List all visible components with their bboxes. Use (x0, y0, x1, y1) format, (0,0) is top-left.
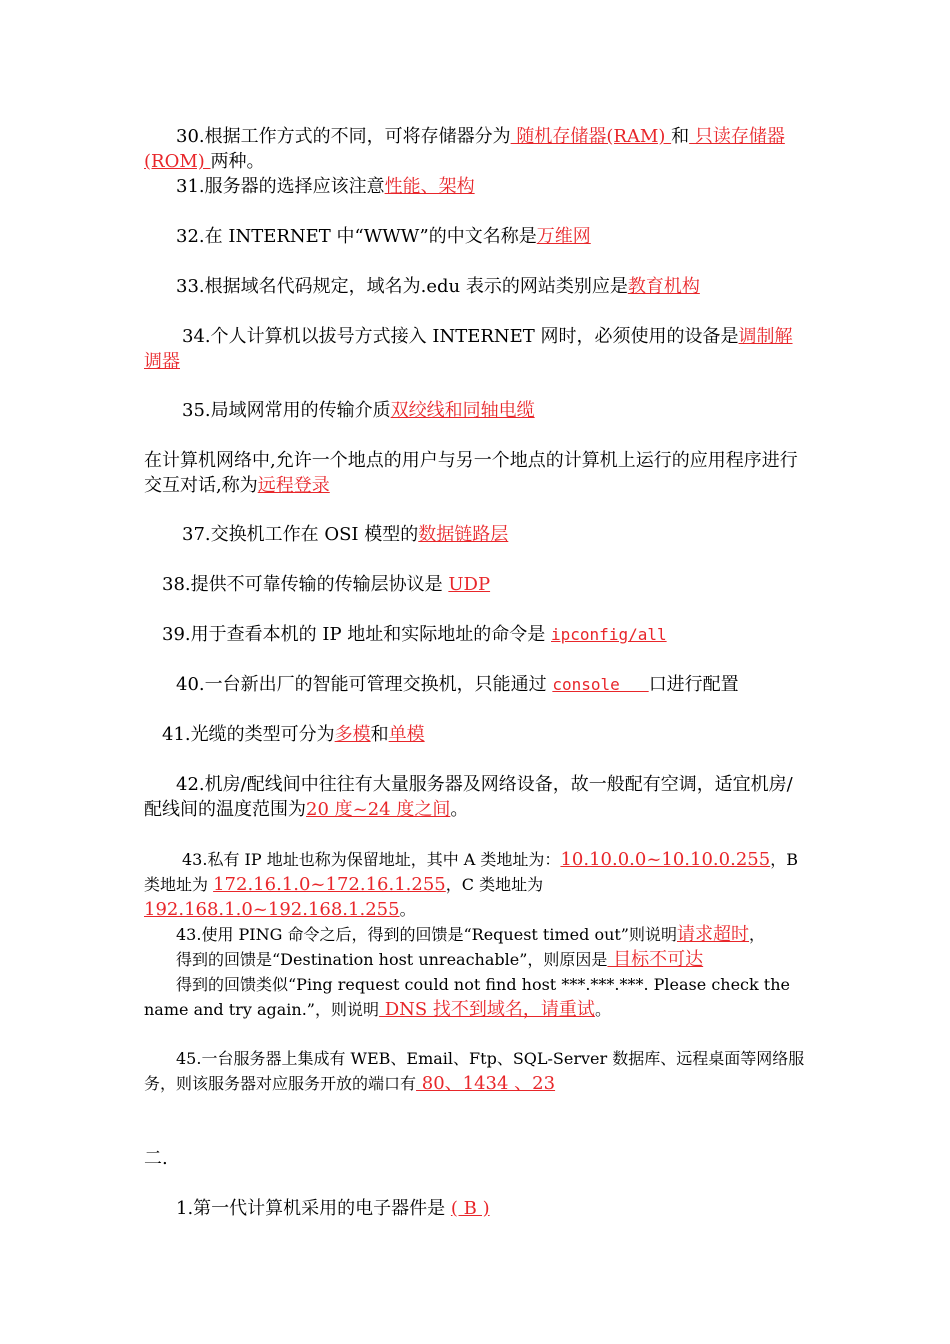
question-43-ping-line2 (144, 947, 808, 972)
question-43b-line2-text: 得到的回馈是“Destination host unreachable”，则原因是 (176, 950, 608, 969)
question-39 (144, 622, 808, 647)
question-40-suffix: 口进行配置 (648, 674, 739, 695)
answer-40: console (552, 675, 649, 694)
question-30-mid: 和 (671, 126, 690, 147)
answer-39: ipconfig/all (551, 625, 667, 644)
answer-38: UDP (448, 574, 491, 595)
question-40-text: 40.一台新出厂的智能可管理交换机，只能通过 (176, 674, 553, 695)
question-31-text: 31.服务器的选择应该注意 (176, 176, 385, 197)
section-2-question-1-text: 1.第一代计算机采用的电子器件是 (176, 1198, 451, 1219)
answer-33: 教育机构 (627, 276, 700, 297)
question-42-text: 42.机房/配线间中往往有大量服务器及网络设备，故一般配有空调，适宜机房/配线间的温度范围为 (144, 774, 793, 820)
question-36 (144, 448, 808, 498)
question-43-ping-line3 (144, 972, 808, 1022)
question-31 (144, 174, 808, 199)
question-32-text: 32.在 INTERNET 中“WWW”的中文名称是 (176, 226, 537, 247)
question-45-text: 45.一台服务器上集成有 WEB、Email、Ftp、SQL-Server 数据库、远程桌面等网络服务，则该服务器对应服务开放的端口有 (144, 1049, 805, 1093)
answer-35: 双绞线和同轴电缆 (390, 400, 535, 421)
question-43a-text: 43.私有 IP 地址也称为保留地址，其中 A 类地址为： (182, 850, 561, 869)
section-2-answer-1: ( B ) (450, 1198, 490, 1219)
answer-43a-class-a: 10.10.0.0~10.10.0.255 (560, 849, 771, 870)
question-37-text: 37.交换机工作在 OSI 模型的 (182, 524, 419, 545)
question-41-mid: 和 (370, 724, 389, 745)
question-43b-line3-suffix: 。 (594, 1000, 611, 1019)
section-2-heading (144, 1146, 808, 1171)
question-42 (144, 772, 808, 822)
question-43a-suffix: 。 (399, 900, 416, 919)
question-43a-mid1: ，B 类地址为 (144, 850, 798, 894)
answer-43a-class-b: 172.16.1.0~172.16.1.255 (213, 874, 446, 895)
answer-31: 性能、架构 (384, 176, 475, 197)
question-32 (144, 224, 808, 249)
question-39-text: 39.用于查看本机的 IP 地址和实际地址的命令是 (162, 624, 552, 645)
section-2-question-1 (144, 1196, 808, 1221)
question-38-text: 38.提供不可靠传输的传输层协议是 (162, 574, 449, 595)
answer-43a-class-c: 192.168.1.0~192.168.1.255 (144, 899, 400, 920)
answer-34: 调制解调器 (144, 326, 793, 372)
answer-43b-unreachable: 目标不可达 (607, 949, 704, 970)
question-43b-line3-text: 得到的回馈类似“Ping request could not find host ***.***.***. Please check the name and try again.”，则说明 (144, 975, 791, 1019)
question-38 (144, 572, 808, 597)
question-34 (144, 324, 808, 374)
answer-41-multimode: 多模 (334, 724, 371, 745)
answer-43b-dns: DNS 找不到域名，请重试 (378, 999, 595, 1020)
answer-30-ram: 随机存储器(RAM) (510, 126, 672, 147)
answer-42: 20 度~24 度之间 (306, 799, 451, 820)
answer-37: 数据链路层 (418, 524, 509, 545)
question-45 (144, 1046, 808, 1096)
question-33-text: 33.根据域名代码规定，域名为.edu 表示的网站类别应是 (176, 276, 628, 297)
question-43-ping-line1 (144, 922, 808, 947)
question-41-text: 41.光缆的类型可分为 (162, 724, 335, 745)
question-30-suffix: 两种。 (210, 151, 265, 172)
question-35-text: 35.局域网常用的传输介质 (182, 400, 391, 421)
question-37 (144, 522, 808, 547)
answer-32: 万维网 (536, 226, 591, 247)
answer-45: 80、1434 、23 (416, 1073, 556, 1094)
question-35 (144, 398, 808, 423)
answer-30-rom: 只读存储器(ROM) (144, 126, 785, 172)
question-42-suffix: 。 (450, 799, 469, 820)
answer-36: 远程登录 (257, 475, 330, 496)
section-2-heading-text: 二. (144, 1148, 168, 1169)
question-43a-mid2: ，C 类地址为 (445, 875, 544, 894)
question-41 (144, 722, 808, 747)
question-30 (144, 124, 808, 174)
question-43b-line1-suffix: ， (749, 925, 766, 944)
answer-43b-timed-out: 请求超时 (677, 924, 749, 945)
answer-41-singlemode: 单模 (388, 724, 425, 745)
question-33 (144, 274, 808, 299)
question-36-text: 在计算机网络中,允许一个地点的用户与另一个地点的计算机上运行的应用程序进行交互对话,称为 (144, 450, 798, 496)
question-34-text: 34.个人计算机以拔号方式接入 INTERNET 网时，必须使用的设备是 (182, 326, 739, 347)
question-43-private-ip (144, 847, 808, 922)
question-40 (144, 672, 808, 697)
question-43b-line1-text: 43.使用 PING 命令之后，得到的回馈是“Request timed out”则说明 (176, 925, 677, 944)
question-30-text: 30.根据工作方式的不同，可将存储器分为 (176, 126, 511, 147)
